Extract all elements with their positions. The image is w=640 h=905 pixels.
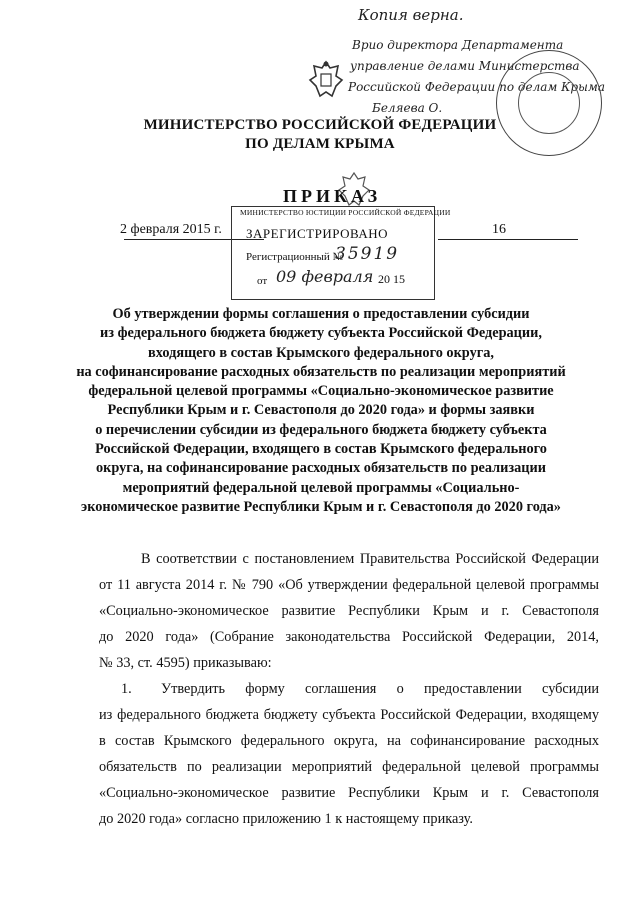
body-text (99, 546, 599, 832)
title-line: на софинансирование расходных обязательств по реализации мероприятий (76, 363, 566, 380)
title-line: Республики Крым и г. Севастополя до 2020 года» и формы заявки (107, 402, 535, 419)
stamp-ministry: МИНИСТЕРСТВО ЮСТИЦИИ РОССИЙСКОЙ ФЕДЕРАЦИИ (240, 208, 451, 217)
body-line: В соответствии с постановлением Правительства Российской Федерации (141, 551, 599, 567)
handwritten-note-line: Российской Федерации по делам Крыма (348, 80, 605, 94)
body-line: № 33, ст. 4595) приказываю: (99, 655, 272, 671)
body-line: до 2020 года» согласно приложению 1 к настоящему приказу. (99, 811, 473, 827)
stamp-reg-number: 35919 (335, 244, 400, 264)
order-date: 2 февраля 2015 г. (120, 222, 222, 237)
body-line: обязательств по реализации мероприятий федеральной целевой программы (99, 759, 599, 775)
document-type: ПРИКАЗ (283, 186, 382, 206)
body-line: от 11 августа 2014 г. № 790 «Об утверждении федеральной целевой программы (99, 577, 599, 593)
list-item-text: Утвердить форму соглашения о предоставлении субсидии (161, 681, 599, 697)
title-line: Об утверждении формы соглашения о предоставлении субсидии (112, 306, 530, 322)
document-title (40, 305, 602, 517)
title-line: о перечислении субсидии из федерального бюджета бюджету субъекта (95, 421, 547, 438)
handwritten-note-line: Врио директора Департамента (352, 38, 564, 52)
title-line: мероприятий федеральной целевой программы «Социально- (122, 479, 520, 496)
title-line: федеральной целевой программы «Социально-экономическое развитие (88, 383, 554, 400)
ministry-name-line2: ПО ДЕЛАМ КРЫМА (245, 136, 395, 152)
title-line: экономическое развитие Республики Крым и г. Севастополя до 2020 года» (81, 498, 561, 515)
title-line: из федерального бюджета бюджету субъекта Российской Федерации, (100, 325, 542, 342)
ministry-name: МИНИСТЕРСТВО РОССИЙСКОЙ ФЕДЕРАЦИИ (143, 117, 497, 133)
stamp-date-label: от (257, 275, 268, 287)
stamp-year: 20 15 (378, 272, 405, 286)
coat-of-arms-icon (306, 58, 346, 102)
body-line: из федерального бюджета бюджету субъекта Российской Федерации, входящему (99, 707, 599, 723)
body-line: до 2020 года» (Собрание законодательства Российской Федерации, 2014, (99, 629, 599, 645)
body-line: «Социально-экономическое развитие Республики Крым и г. Севастополя (99, 785, 599, 801)
handwritten-certified-copy: Копия верна. (358, 6, 464, 24)
order-number: 16 (492, 222, 506, 237)
stamp-reg-label: Регистрационный № (246, 251, 344, 263)
title-line: входящего в состав Крымского федерального округа, (148, 344, 494, 361)
handwritten-note-line: Беляева О. (372, 101, 443, 115)
list-marker: 1. (121, 681, 132, 697)
title-line: округа, на софинансирование расходных обязательств по реализации (95, 460, 547, 477)
list-item-1-first-line (99, 676, 599, 702)
number-underline (438, 239, 578, 240)
body-line: в состав Крымского федерального округа, на софинансирование расходных (99, 733, 599, 749)
title-line: Российской Федерации, входящего в состав Крымского федерального (95, 441, 547, 458)
body-line: «Социально-экономическое развитие Республики Крым и г. Севастополя (99, 603, 599, 619)
handwritten-note-line: управление делами Министерства (350, 59, 580, 73)
stamp-date-value: 09 февраля (276, 267, 374, 286)
stamp-registered: ЗАРЕГИСТРИРОВАНО (246, 226, 388, 241)
